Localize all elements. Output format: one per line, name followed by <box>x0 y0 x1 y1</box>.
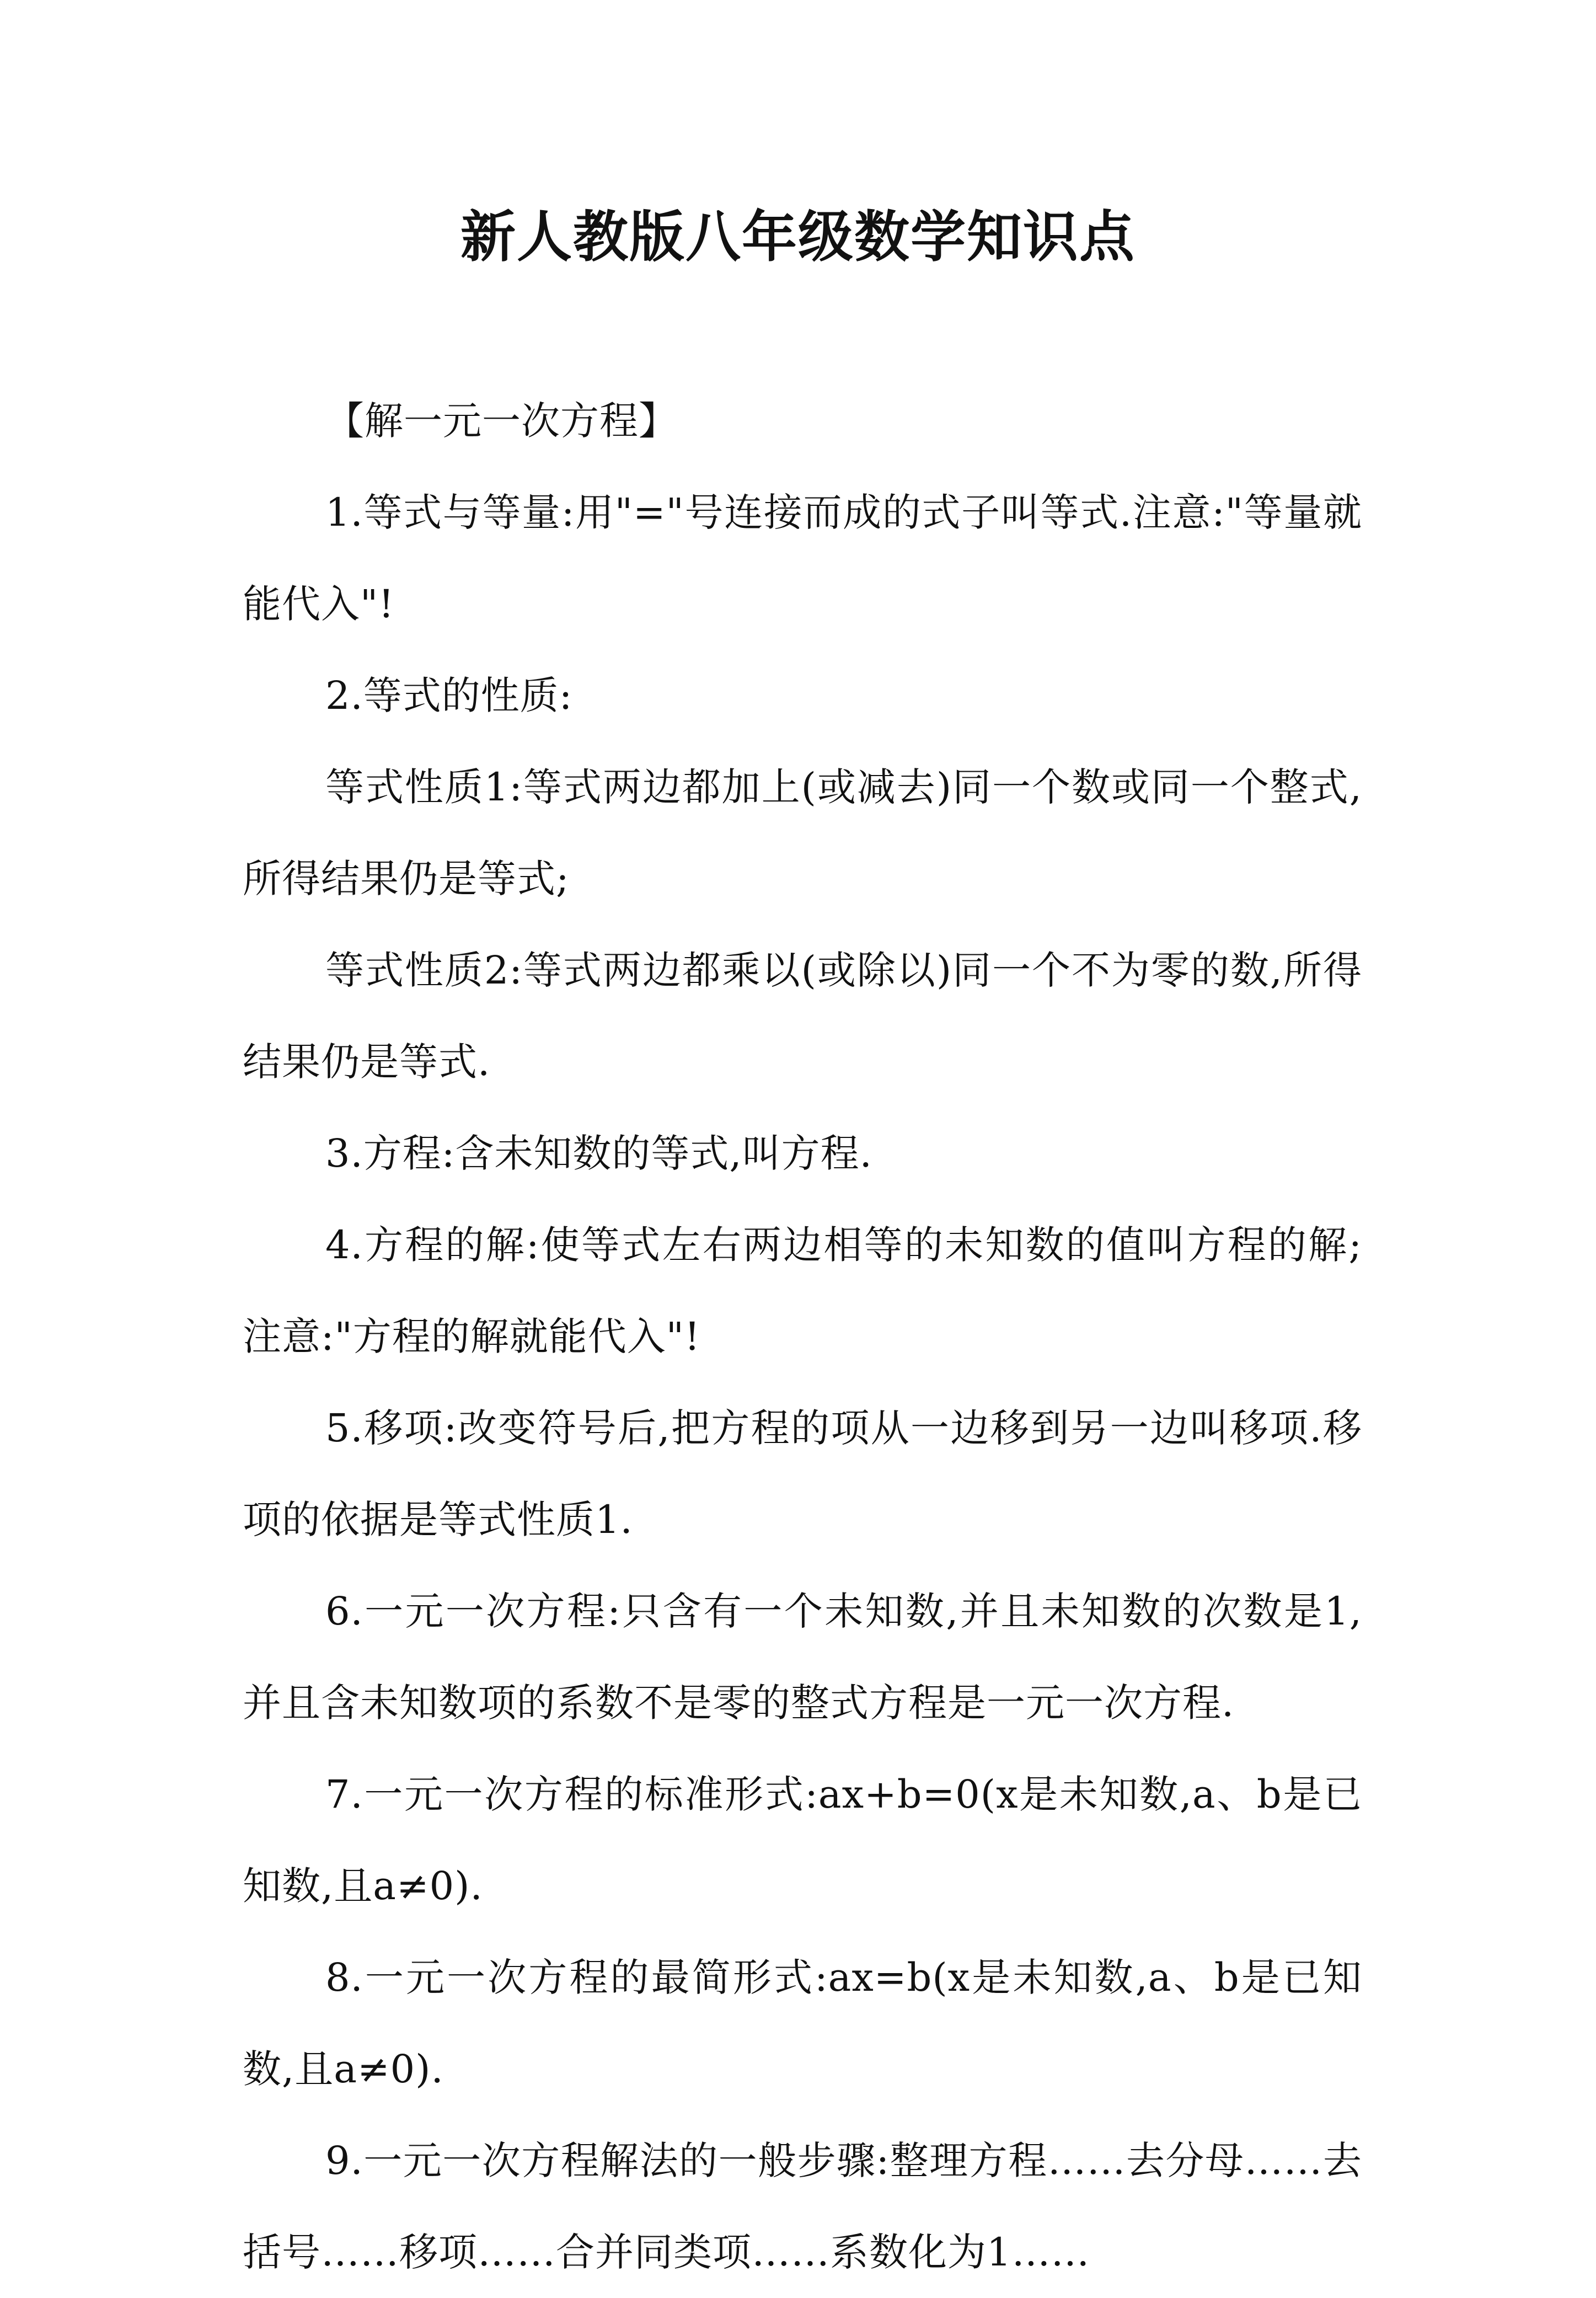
paragraph-6: 6.一元一次方程:只含有一个未知数,并且未知数的次数是1,并且含未知数项的系数不是零的整式方程是一元一次方程. <box>243 1589 1362 1725</box>
paragraph-9: 9.一元一次方程解法的一般步骤:整理方程……去分母……去括号……移项……合并同类项……系数化为1…… <box>243 2138 1362 2275</box>
document-title: 新人教版八年级数学知识点 <box>460 205 1136 269</box>
paragraph-5: 5.移项:改变符号后,把方程的项从一边移到另一边叫移项.移项的依据是等式性质1. <box>243 1405 1362 1542</box>
paragraph-3: 3.方程:含未知数的等式,叫方程. <box>325 1131 872 1176</box>
section-heading: 【解一元一次方程】 <box>325 398 678 443</box>
document-body <box>243 375 1362 2298</box>
paragraph-2: 2.等式的性质: <box>325 673 573 718</box>
paragraph-8: 8.一元一次方程的最简形式:ax=b(x是未知数,a、b是已知数,且a≠0). <box>243 1955 1362 2092</box>
paragraph-1: 1.等式与等量:用"="号连接而成的式子叫等式.注意:"等量就能代入"! <box>243 490 1362 627</box>
paragraph-4: 4.方程的解:使等式左右两边相等的未知数的值叫方程的解;注意:"方程的解就能代入"! <box>243 1222 1362 1359</box>
paragraph-property-1: 等式性质1:等式两边都加上(或减去)同一个数或同一个整式,所得结果仍是等式; <box>243 765 1362 901</box>
paragraph-7: 7.一元一次方程的标准形式:ax+b=0(x是未知数,a、b是已知数,且a≠0). <box>243 1772 1362 1909</box>
paragraph-property-2: 等式性质2:等式两边都乘以(或除以)同一个不为零的数,所得结果仍是等式. <box>243 948 1362 1084</box>
